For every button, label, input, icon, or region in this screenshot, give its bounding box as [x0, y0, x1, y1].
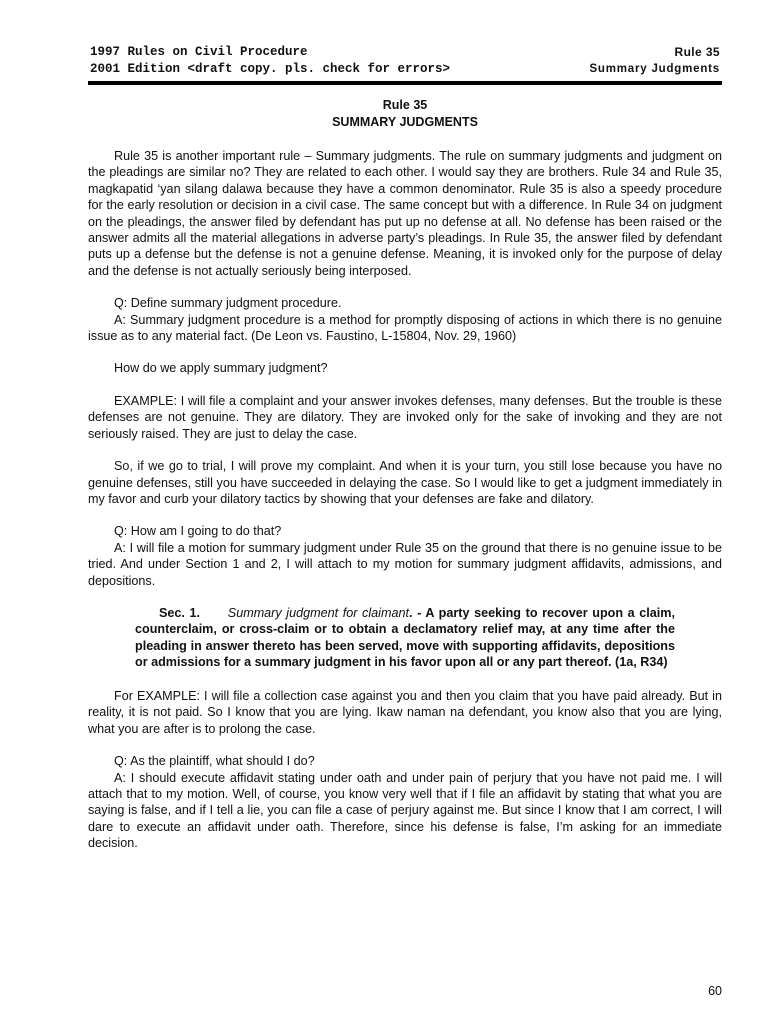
- paragraph-apply: How do we apply summary judgment?: [114, 361, 328, 376]
- question-define: Q: Define summary judgment procedure.: [114, 296, 342, 311]
- answer-define: A: Summary judgment procedure is a method for promptly disposing of actions in which there is no genuine issue as to any material fact. (De Leon vs. Faustino, L-15804, Nov. 29, 1960): [88, 312, 722, 344]
- paragraph-collection-example: For EXAMPLE: I will file a collection case against you and then you claim that you have paid already. But in reality, it is not paid. So I know that you are lying. Ikaw naman na defendant, you know also that you are lying, what you are after is to prolong the case.: [88, 688, 722, 736]
- book-title: 1997 Rules on Civil Procedure: [90, 45, 308, 59]
- title-rule-name: SUMMARY JUDGMENTS: [332, 114, 478, 129]
- paragraph-trial: So, if we go to trial, I will prove my complaint. And when it is your turn, you still lose because you have no genuine defenses, still you have succeeded in delaying the case. So I would like to get a judgment immediately in my favor and curb your dilatory tactics by showing that your defenses are fake and dilatory.: [88, 459, 722, 506]
- section-quote: [135, 605, 675, 671]
- page-number: 60: [708, 984, 722, 998]
- rule-subject: Summary Judgments: [589, 63, 720, 75]
- answer-plaintiff: A: I should execute affidavit stating under oath and under pain of perjury that you have not paid me. I will attach that to my motion. Well, of course, you know very well that if I file an affidavit by stating that what you are saying is false, and if I tell a lie, you can file a case of perjury against me. But since I know that I am correct, I will dare to execute an affidavit under oath. Therefore, since his defense is false, I’m asking for an immediate decision.: [88, 770, 722, 851]
- header-divider: [88, 81, 722, 85]
- header-left: [90, 44, 450, 78]
- rule-label: Rule 35: [674, 45, 720, 59]
- paragraph-intro: Rule 35 is another important rule – Summary judgments. The rule on summary judgments and judgment on the pleadings are similar no? They are related to each other. I would say they are brothers. Rule 34 and Rule 35, magkapatid ‘yan silang dalawa because they have a common denominator. Rule 35 is also a speedy procedure for the early resolution or decision in a civil case. The same concept but with a difference. In Rule 34 on judgment on the pleadings, the answer filed by defendant has put up no defense at all. No defense has been raised or the answer admits all the material allegations in adverse party’s pleadings. In Rule 35, the answer filed by defendant puts up a defense but the defense is not a genuine defense. Meaning, it is invoked only for the purpose of delay and the defense is not actually seriously being interposed.: [88, 149, 722, 278]
- edition-note: 2001 Edition <draft copy. pls. check for errors>: [90, 62, 451, 76]
- running-header: [88, 44, 722, 86]
- paragraph-example: EXAMPLE: I will file a complaint and your answer invokes defenses, many defenses. But the trouble is these defenses are not genuine. They are dilatory. They are invoked only for the sake of invoking and they are not seriously raised. They are just to delay the case.: [88, 393, 722, 441]
- body-text: [88, 148, 722, 868]
- question-how: Q: How am I going to do that?: [114, 524, 282, 539]
- header-right: [589, 44, 720, 78]
- chapter-title: [88, 97, 722, 130]
- answer-how: A: I will file a motion for summary judgment under Rule 35 on the ground that there is no genuine issue to be tried. And under Section 1 and 2, I will attach to my motion for summary judgment affidavits, admissions, and depositions.: [88, 540, 722, 588]
- section-number: Sec. 1.: [159, 605, 201, 620]
- title-rule-number: Rule 35: [382, 98, 428, 112]
- section-text: . - A party seeking to recover upon a claim, counterclaim, or cross-claim or to obtain a declamatory relief may, at any time after the pleading in answer thereto has been served, move with supporting affidavits, depositions or admissions for a summary judgment in his favor upon all or any part thereof. (1a, R34): [135, 605, 675, 670]
- section-caption: Summary judgment for claimant: [227, 605, 409, 620]
- question-plaintiff: Q: As the plaintiff, what should I do?: [114, 754, 315, 769]
